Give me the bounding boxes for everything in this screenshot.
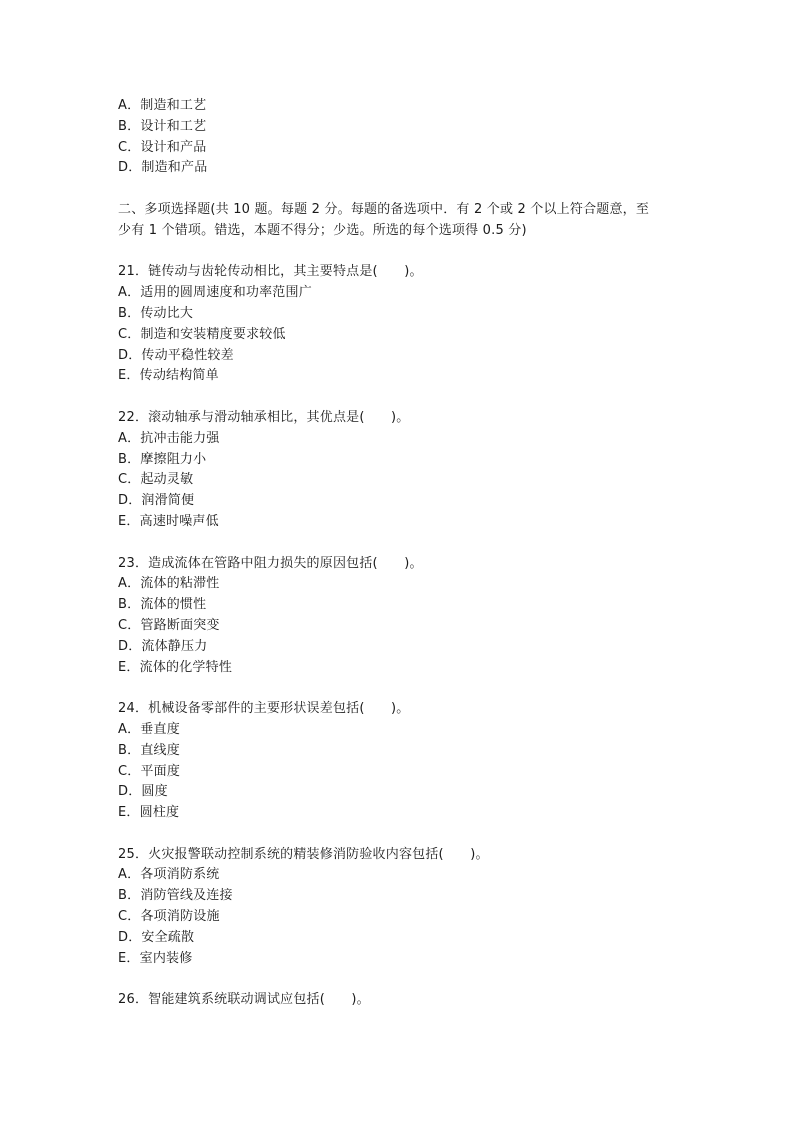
- question-26: [118, 990, 678, 1011]
- question-stem: 24．机械设备零部件的主要形状误差包括( )。: [118, 701, 410, 717]
- document-page: [118, 96, 678, 1011]
- question-option: D．安全疏散: [118, 929, 195, 945]
- question-option: A．抗冲击能力强: [118, 430, 220, 446]
- question-option: B．摩擦阻力小: [118, 451, 207, 467]
- option-b: B．设计和工艺: [118, 118, 207, 134]
- question-21: [118, 262, 678, 387]
- question-stem: 22．滚动轴承与滑动轴承相比，其优点是( )。: [118, 409, 410, 425]
- question-option: E．高速时噪声低: [118, 513, 219, 529]
- question-stem: 21．链传动与齿轮传动相比，其主要特点是( )。: [118, 264, 423, 280]
- question-option: E．流体的化学特性: [118, 659, 233, 675]
- question-24: [118, 699, 678, 824]
- question-option: D．圆度: [118, 784, 168, 800]
- question-option: E．圆柱度: [118, 805, 180, 821]
- question-option: E．室内装修: [118, 950, 193, 966]
- spacer: [118, 533, 678, 554]
- question-option: A．各项消防系统: [118, 867, 220, 883]
- spacer: [118, 242, 678, 263]
- spacer: [118, 179, 678, 200]
- question-stem: 26．智能建筑系统联动调试应包括( )。: [118, 992, 370, 1008]
- question-stem: 23．造成流体在管路中阻力损失的原因包括( )。: [118, 555, 423, 571]
- question-option: A．适用的圆周速度和功率范围广: [118, 285, 312, 301]
- question-option: C．平面度: [118, 763, 181, 779]
- question-option: B．流体的惯性: [118, 597, 207, 613]
- spacer: [118, 824, 678, 845]
- question-stem: 25．火灾报警联动控制系统的精装修消防验收内容包括( )。: [118, 846, 489, 862]
- question-option: B．消防管线及连接: [118, 888, 233, 904]
- section-heading-line-2: 少有 1 个错项。错选，本题不得分；少选。所选的每个选项得 0.5 分): [118, 222, 527, 238]
- question-option: B．直线度: [118, 742, 180, 758]
- question-option: A．流体的粘滞性: [118, 576, 220, 592]
- question-22: [118, 408, 678, 533]
- question-option: B．传动比大: [118, 305, 194, 321]
- option-d: D．制造和产品: [118, 160, 208, 176]
- question-25: [118, 845, 678, 970]
- question-option: D．润滑简便: [118, 493, 195, 509]
- spacer: [118, 969, 678, 990]
- question-option: D．传动平稳性较差: [118, 347, 234, 363]
- question-option: D．流体静压力: [118, 638, 208, 654]
- question-23: [118, 554, 678, 679]
- option-a: A．制造和工艺: [118, 98, 207, 113]
- question-option: C．起动灵敏: [118, 472, 194, 488]
- option-c: C．设计和产品: [118, 139, 207, 155]
- top-options-list: [118, 96, 678, 179]
- question-option: C．制造和安装精度要求较低: [118, 326, 286, 342]
- question-option: C．管路断面突变: [118, 617, 220, 633]
- spacer: [118, 387, 678, 408]
- question-option: E．传动结构简单: [118, 368, 219, 384]
- spacer: [118, 678, 678, 699]
- question-option: C．各项消防设施: [118, 909, 220, 925]
- question-option: A．垂直度: [118, 721, 180, 737]
- section-heading-line-1: 二、多项选择题(共 10 题。每题 2 分。每题的备选项中．有 2 个或 2 个以上符合题意，至: [118, 201, 650, 217]
- section-heading: [118, 200, 678, 242]
